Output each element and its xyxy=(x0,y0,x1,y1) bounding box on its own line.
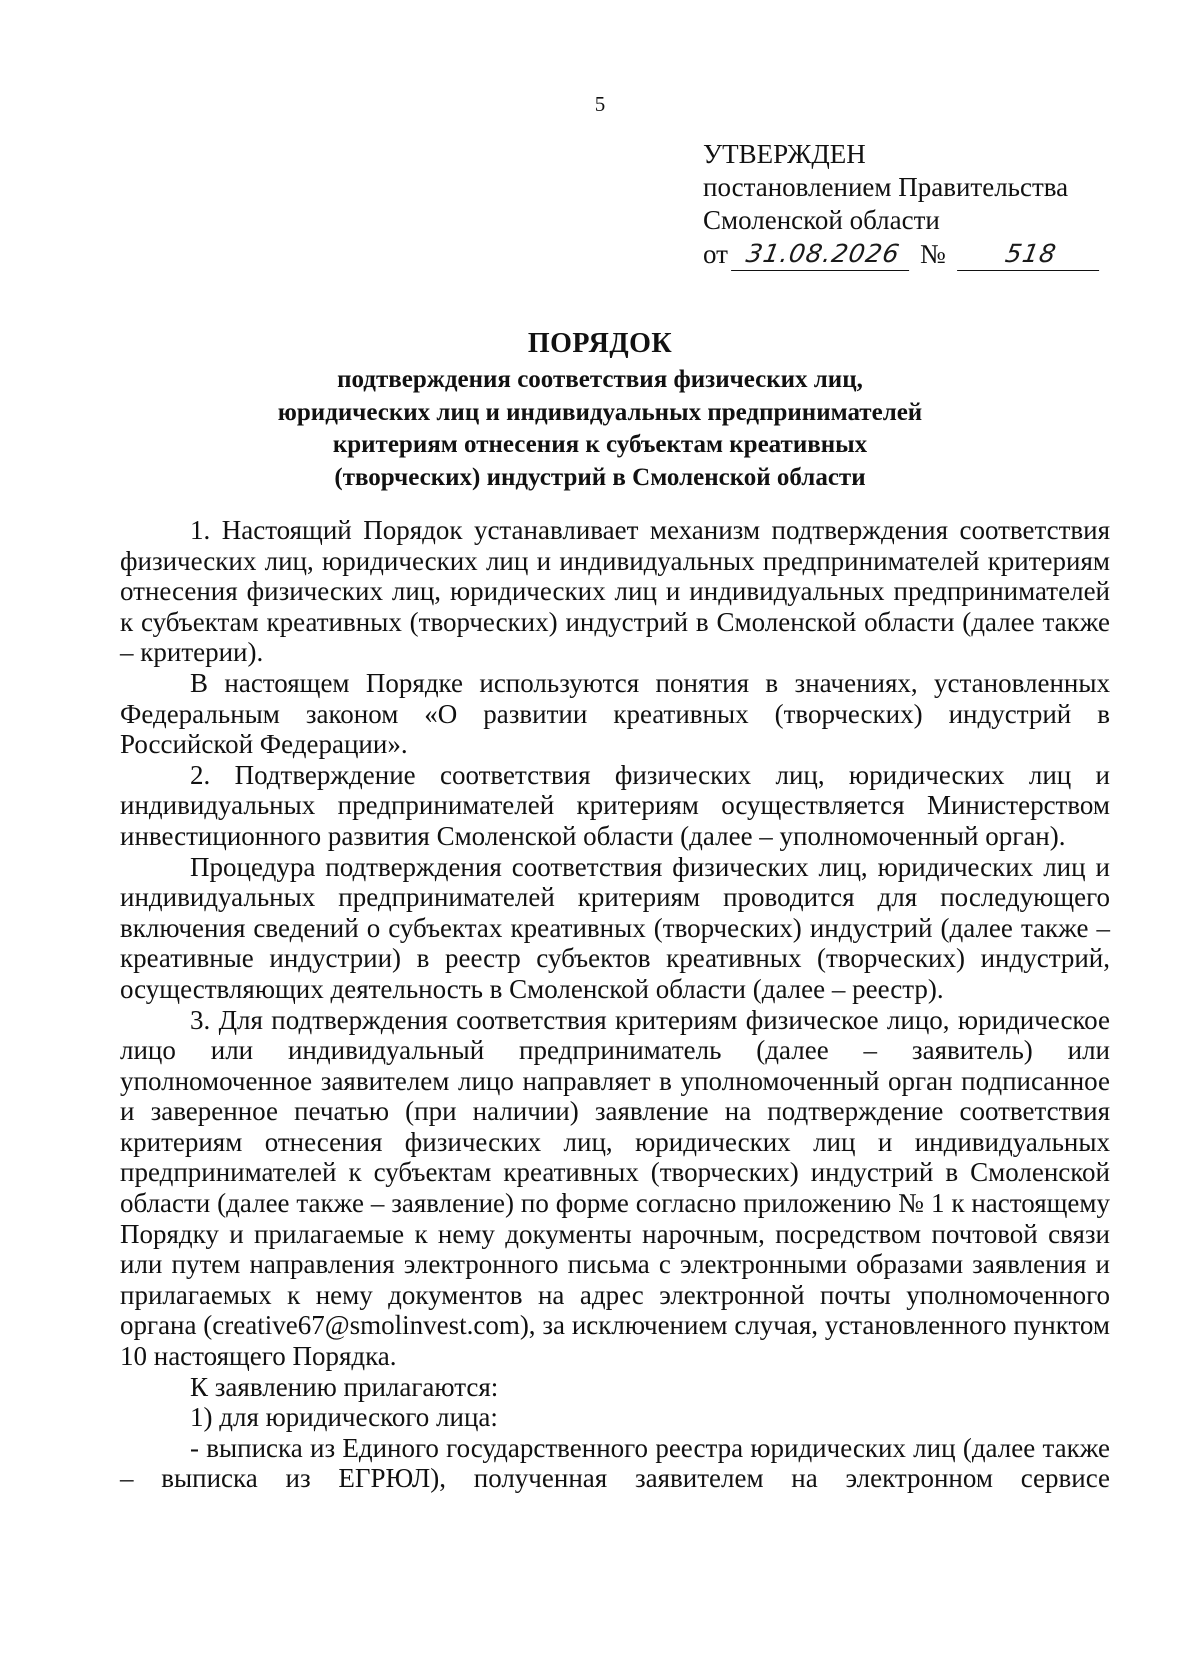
approval-line-1: постановлением Правительства xyxy=(703,172,1069,202)
title-line-2: юридических лиц и индивидуальных предпринимателей xyxy=(277,398,923,426)
approval-date-number-row xyxy=(703,237,1123,271)
document-body xyxy=(120,515,1110,1494)
approval-stamp-block xyxy=(703,138,1123,271)
document-title xyxy=(140,326,1060,494)
paragraph-5: 3. Для подтверждения соответствия критериям физическое лицо, юридическое лицо или индивидуальный предприниматель (далее – заявитель) или уполномоченное заявителем лицо направляет в уполномоченный орган подписанное и заверенное печатью (при наличии) заявление на подтверждение соответствия критериям отнесения физических лиц, юридических лиц и индивидуальных предпринимателей к субъектам креативных (творческих) индустрий в Смоленской области (далее также – заявление) по форме согласно приложению № 1 к настоящему Порядку и прилагаемые к нему документы нарочным, посредством почтовой связи или путем направления электронного письма с электронными образами заявления и прилагаемых к нему документов на адрес электронной почты уполномоченного органа (creative67@smolinvest.com), за исключением случая, установленного пунктом 10 настоящего Порядка. xyxy=(120,1004,1110,1372)
paragraph-2: В настоящем Порядке используются понятия в значениях, установленных Федеральным законом «О развитии креативных (творческих) индустрий в Российской Федерации». xyxy=(120,667,1110,760)
page-number: 5 xyxy=(594,92,606,116)
approval-line-2: Смоленской области xyxy=(703,205,940,235)
handwritten-number: 518 xyxy=(957,237,1105,271)
paragraph-6: К заявлению прилагаются: xyxy=(190,1371,499,1402)
paragraph-3: 2. Подтверждение соответствия физических лиц, юридических лиц и индивидуальных предпринимателей критериям осуществляется Министерством инвестиционного развития Смоленской области (далее – уполномоченный орган). xyxy=(120,759,1110,851)
paragraph-1: 1. Настоящий Порядок устанавливает механизм подтверждения соответствия физических лиц, юридических лиц и индивидуальных предпринимателей критериям отнесения физических лиц, юридических лиц и индивидуальных предпринимателей к субъектам креативных (творческих) индустрий в Смоленской области (далее также – критерии). xyxy=(120,515,1110,668)
title-subtitle xyxy=(140,364,1060,494)
title-line-4: (творческих) индустрий в Смоленской области xyxy=(334,463,866,491)
title-line-1: подтверждения соответствия физических лиц, xyxy=(337,366,863,393)
title-line-3: критериям отнесения к субъектам креативных xyxy=(332,431,868,458)
title-main: ПОРЯДОК xyxy=(527,328,673,359)
approval-heading: УТВЕРЖДЕН xyxy=(703,139,866,169)
date-prefix: от xyxy=(703,239,728,269)
paragraph-8: - выписка из Единого государственного реестра юридических лиц (далее также – выписка из ЕГРЮЛ), полученная заявителем на электронном сервисе xyxy=(120,1432,1110,1494)
paragraph-4: Процедура подтверждения соответствия физических лиц, юридических лиц и индивидуальных предпринимателей критериям проводится для последующего включения сведений о субъектах креативных (творческих) индустрий (далее также – креативные индустрии) в реестр субъектов креативных (творческих) индустрий, осуществляющих деятельность в Смоленской области (далее – реестр). xyxy=(120,851,1110,1004)
number-prefix: № xyxy=(919,239,946,269)
handwritten-date: 31.08.2026 xyxy=(731,237,915,271)
paragraph-7: 1) для юридического лица: xyxy=(190,1402,498,1433)
